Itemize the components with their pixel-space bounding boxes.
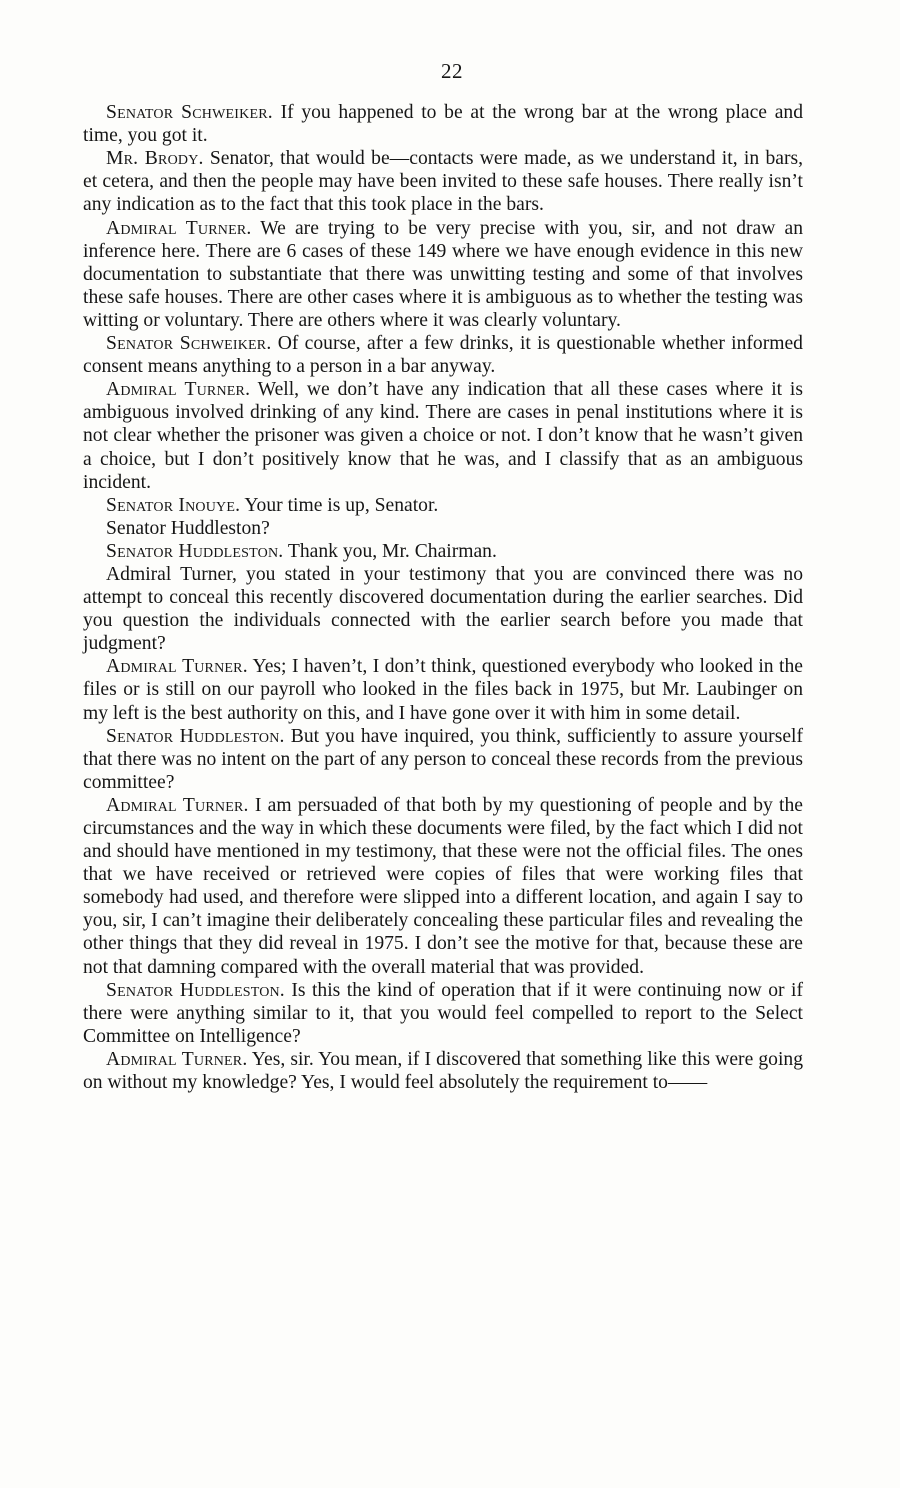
speaker-name: Senator Huddleston.	[106, 725, 285, 747]
speaker-name: Senator Schweiker.	[106, 333, 272, 355]
paragraph-text: Senator Huddleston?	[106, 517, 270, 539]
transcript-paragraph	[83, 147, 803, 216]
speaker-name: Admiral Turner.	[106, 379, 251, 401]
paragraph-text: Your time is up, Senator.	[240, 494, 439, 516]
transcript-page	[83, 60, 803, 1094]
paragraph-text: Is this the kind of operation that if it were continuing now or if there were anything similar to it, that you would feel compelled to report to the Select Committee on Intelligence?	[83, 979, 803, 1047]
transcript-paragraph	[83, 794, 803, 979]
paragraph-text: Yes; I haven’t, I don’t think, questioned everybody who looked in the files or is still on our payroll who looked in the files back in 1975, but Mr. Laubinger on my left is the best authority on this, and I have gone over it with him in some detail.	[83, 656, 803, 724]
speaker-name: Senator Huddleston.	[106, 979, 285, 1001]
transcript-paragraph	[83, 1048, 803, 1094]
paragraph-text: I am persuaded of that both by my questioning of people and by the circumstances and the way in which these documents were filed, by the fact which I did not and should have mentioned in my testimony, that these were not the official files. The ones that we have received or retrieved were copies of files that were working files that somebody had used, and therefore were slipped into a different location, and again I say to you, sir, I can’t imagine their deliberately concealing these particular files and revealing the other things that they did reveal in 1975. I don’t see the motive for that, because these are not that damning compared with the overall material that was provided.	[83, 794, 803, 978]
speaker-name: Admiral Turner.	[106, 1048, 248, 1070]
transcript-paragraph	[83, 540, 803, 563]
transcript-paragraph	[83, 378, 803, 493]
speaker-name: Admiral Turner.	[106, 656, 248, 678]
transcript-paragraph	[83, 563, 803, 655]
page-number: 22	[441, 59, 463, 83]
transcript-paragraph	[83, 494, 803, 517]
transcript-paragraph	[83, 101, 803, 147]
paragraph-text: Of course, after a few drinks, it is questionable whether informed consent means anything to a person in a bar anyway.	[83, 333, 803, 378]
transcript-paragraph	[83, 217, 803, 332]
speaker-name: Admiral Turner.	[106, 217, 252, 239]
paragraph-text: Senator, that would be—contacts were made, as we understand it, in bars, et cetera, and then the people may have been invited to these safe houses. There really isn’t any indication as to the fact that this took place in the bars.	[83, 148, 803, 216]
speaker-name: Senator Inouye.	[106, 494, 241, 516]
paragraph-text: But you have inquired, you think, sufficiently to assure yourself that there was no intent on the part of any person to conceal these records from the previous committee?	[83, 725, 803, 793]
transcript-paragraph	[83, 725, 803, 794]
transcript-paragraph	[83, 332, 803, 378]
speaker-name: Admiral Turner.	[106, 794, 249, 816]
transcript-body	[83, 101, 803, 1094]
paragraph-text: Admiral Turner, you stated in your testimony that you are convinced there was no attempt to conceal this recently discovered documentation during the earlier searches. Did you question the individuals connected with the earlier search before you made that judgment?	[83, 563, 803, 655]
paragraph-text: Thank you, Mr. Chairman.	[283, 540, 497, 562]
transcript-paragraph	[83, 979, 803, 1048]
speaker-name: Mr. Brody.	[106, 148, 204, 170]
paragraph-text: Yes, sir. You mean, if I discovered that something like this were going on without my knowledge? Yes, I would feel absolutely the requirement to——	[83, 1048, 803, 1094]
paragraph-text: If you happened to be at the wrong bar at the wrong place and time, you got it.	[83, 102, 803, 147]
transcript-paragraph	[83, 517, 803, 540]
paragraph-text: Well, we don’t have any indication that all these cases where it is ambiguous involved drinking of any kind. There are cases in penal institutions where it is not clear whether the prisoner was given a choice or not. I don’t know that he wasn’t given a choice, but I don’t positively know that he was, and I classify that as an ambiguous incident.	[83, 379, 803, 493]
speaker-name: Senator Huddleston.	[106, 540, 284, 562]
paragraph-text: We are trying to be very precise with you, sir, and not draw an inference here. There are 6 cases of these 149 where we have enough evidence in this new documentation to substantiate that there was unwitting testing and some of that involves these safe houses. There are other cases where it is ambiguous as to whether the testing was witting or voluntary. There are others where it was clearly voluntary.	[83, 217, 804, 331]
speaker-name: Senator Schweiker.	[106, 102, 273, 124]
transcript-paragraph	[83, 655, 803, 724]
